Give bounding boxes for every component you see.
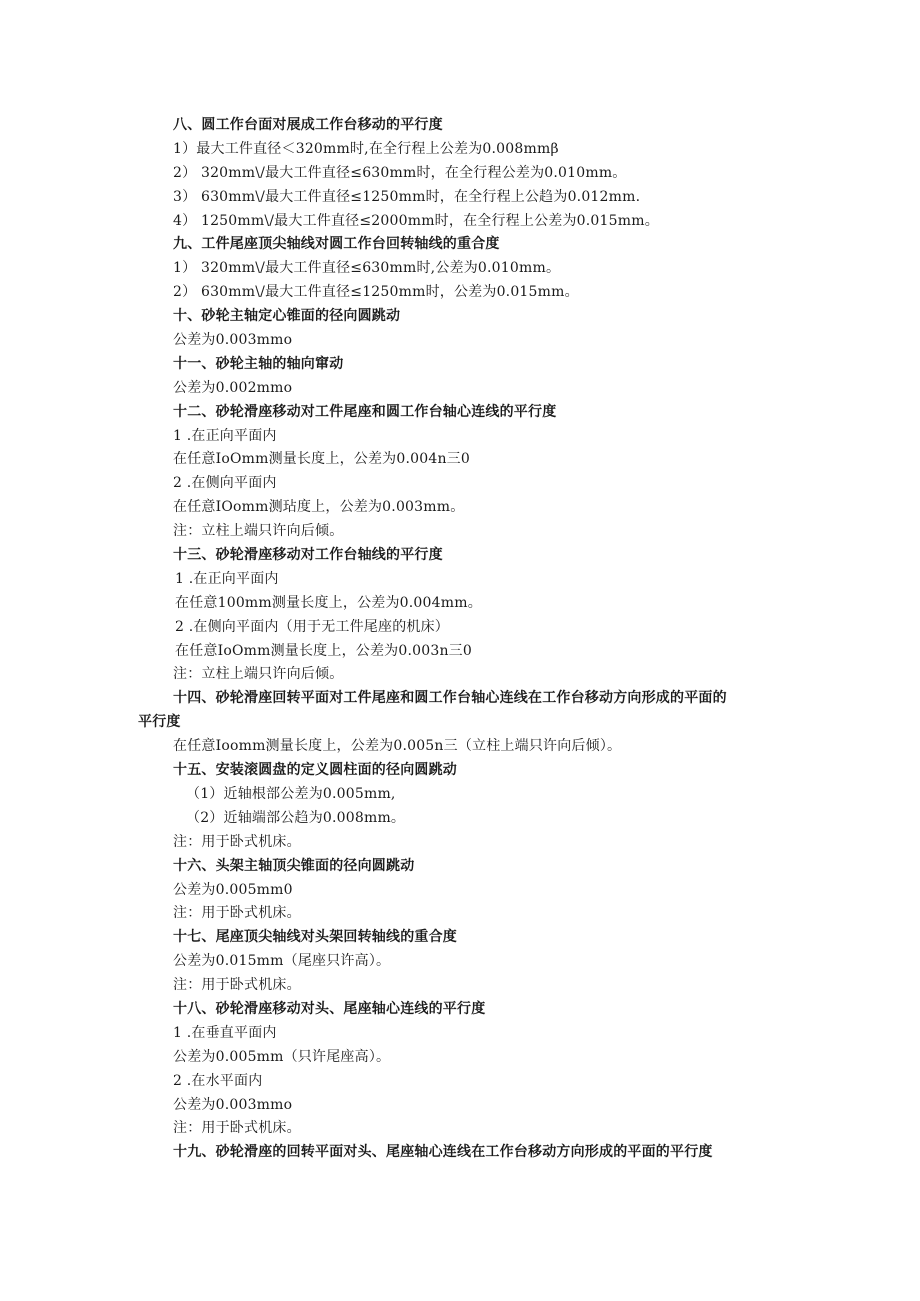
section-heading: 十六、头架主轴顶尖锥面的径向圆跳动	[173, 857, 415, 874]
body-line: 1 .在正向平面内	[175, 570, 279, 587]
body-line: 注：立柱上端只许向后倾。	[173, 523, 344, 540]
body-line: 在任意Ioomm测量长度上，公差为0.005n三（立柱上端只许向后倾）。	[173, 738, 622, 755]
body-line: 公差为0.003mmo	[173, 1096, 293, 1113]
section-heading: 十七、尾座顶尖轴线对头架回转轴线的重合度	[173, 929, 457, 946]
section-heading: 十、砂轮主轴定心锥面的径向圆跳动	[173, 308, 401, 325]
body-line: 1）最大工件直径＜320mm时,在全行程上公差为0.008mmβ	[173, 140, 559, 157]
body-line: 公差为0.005mm（只许尾座高）。	[173, 1048, 391, 1065]
body-line: 公差为0.005mm0	[173, 881, 293, 898]
body-line: 2 .在侧向平面内（用于无工件尾座的机床）	[175, 618, 450, 635]
section-heading: 九、工件尾座顶尖轴线对圆工作台回转轴线的重合度	[173, 236, 500, 253]
body-line: 2） 320mm\/最大工件直径≤630mm时，在全行程公差为0.010mm。	[173, 164, 627, 181]
body-line: 公差为0.002mmo	[173, 379, 293, 396]
section-heading: 十二、砂轮滑座移动对工件尾座和圆工作台轴心连线的平行度	[173, 403, 557, 420]
section-heading: 十三、砂轮滑座移动对工作台轴线的平行度	[173, 547, 443, 564]
section-heading-continuation: 平行度	[138, 714, 181, 731]
body-line: 注：用于卧式机床。	[173, 905, 301, 922]
document-page	[0, 114, 920, 1165]
body-line: 1 .在垂直平面内	[173, 1024, 277, 1041]
section-heading: 十一、砂轮主轴的轴向窜动	[173, 355, 344, 372]
section-heading: 十九、砂轮滑座的回转平面对头、尾座轴心连线在工作台移动方向形成的平面的平行度	[173, 1144, 713, 1161]
body-line: 注：立柱上端只许向后倾。	[173, 666, 344, 683]
body-line: 2 .在侧向平面内	[173, 475, 277, 492]
section-heading: 十五、安装滚圆盘的定义圆柱面的径向圆跳动	[173, 762, 457, 779]
body-line: 4） 1250mm\/最大工件直径≤2000mm时，在全行程上公差为0.015mm。	[173, 212, 659, 229]
body-line: 公差为0.003mmo	[173, 332, 293, 349]
body-line: 在任意100mm测量长度上，公差为0.004mm。	[175, 594, 482, 611]
body-line: 公差为0.015mm（尾座只许高）。	[173, 953, 391, 970]
body-line: 1） 320mm\/最大工件直径≤630mm时,公差为0.010mm。	[173, 260, 561, 277]
body-line: 在任意IoOmm测量长度上，公差为0.003n三0	[175, 642, 472, 659]
list-item: （1）近轴根部公差为0.005mm,	[186, 785, 396, 802]
body-line: 2） 630mm\/最大工件直径≤1250mm时，公差为0.015mm。	[173, 284, 579, 301]
body-line: 注：用于卧式机床。	[173, 1120, 301, 1137]
body-line: 在任意IOomm测玷度上，公差为0.003mm。	[173, 499, 465, 516]
body-line: 2 .在水平面内	[173, 1072, 263, 1089]
section-heading: 十四、砂轮滑座回转平面对工件尾座和圆工作台轴心连线在工作台移动方向形成的平面的	[173, 690, 727, 707]
list-item: （2）近轴端部公趋为0.008mm。	[186, 809, 406, 826]
body-line: 1 .在正向平面内	[173, 427, 277, 444]
section-heading: 八、圆工作台面对展成工作台移动的平行度	[173, 117, 443, 133]
body-line: 注：用于卧式机床。	[173, 977, 301, 994]
section-heading: 十八、砂轮滑座移动对头、尾座轴心连线的平行度	[173, 1000, 486, 1017]
body-line: 注：用于卧式机床。	[173, 833, 301, 850]
body-line: 在任意IoOmm测量长度上，公差为0.004n三0	[173, 451, 470, 468]
body-line: 3） 630mm\/最大工件直径≤1250mm时，在全行程上公趋为0.012mm.	[173, 188, 641, 205]
